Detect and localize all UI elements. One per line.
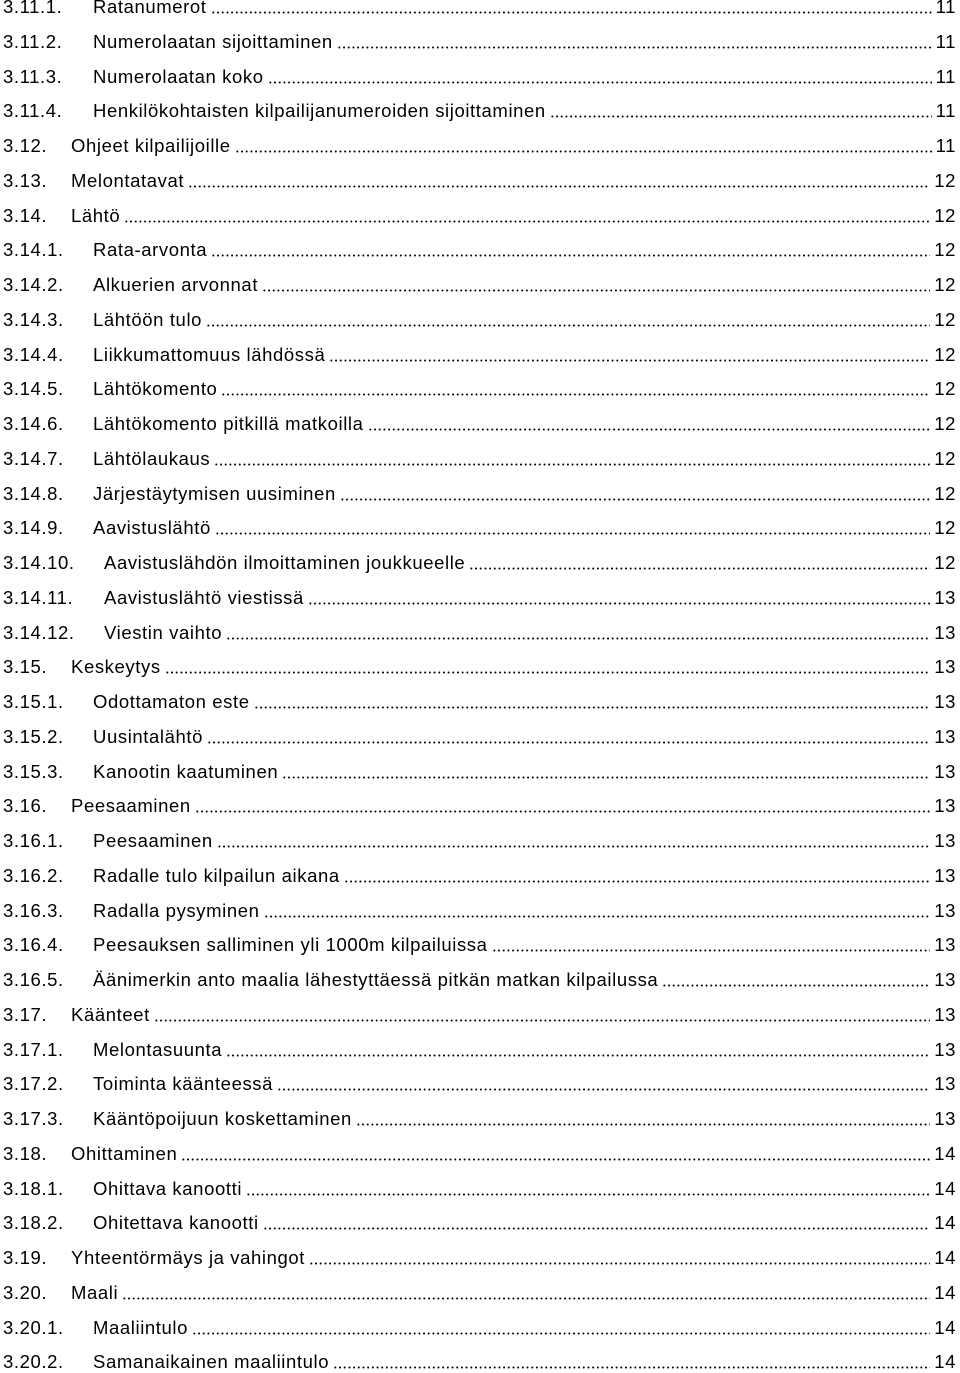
toc-entry-title[interactable]: Numerolaatan sijoittaminen — [93, 30, 333, 52]
toc-entry-title[interactable]: Aavistuslähtö — [93, 517, 211, 539]
toc-entry-title[interactable]: Henkilökohtaisten kilpailijanumeroiden sijoittaminen — [93, 100, 546, 122]
toc-entry[interactable] — [0, 237, 956, 261]
toc-entry-number: 3.16.4. — [3, 934, 64, 956]
dot-leader — [154, 1019, 930, 1022]
dot-leader — [469, 567, 930, 570]
dot-leader — [192, 1332, 930, 1335]
toc-entry-page-number[interactable]: 11 — [935, 65, 956, 87]
toc-entry-number: 3.14.6. — [3, 413, 64, 434]
toc-entry-title[interactable]: Kääntöpoijuun koskettaminen — [93, 1108, 352, 1129]
toc-entry[interactable] — [0, 1106, 956, 1130]
toc-entry[interactable] — [0, 342, 956, 366]
toc-entry-number: 3.16.5. — [3, 969, 64, 990]
toc-entry-page-number[interactable]: 12 — [934, 552, 956, 573]
toc-entry-page-number[interactable]: 11 — [935, 0, 956, 17]
toc-entry-number: 3.18.1. — [3, 1177, 64, 1199]
toc-entry-number: 3.14.1. — [3, 239, 64, 261]
toc-entry[interactable] — [0, 1037, 956, 1061]
toc-entry-title[interactable]: Keskeytys — [71, 656, 161, 678]
toc-entry[interactable] — [0, 1280, 956, 1304]
toc-entry-title[interactable]: Melontasuunta — [93, 1038, 223, 1060]
toc-entry-title[interactable]: Ohitettava kanootti — [93, 1212, 259, 1234]
toc-entry-title[interactable]: Ohittava kanootti — [93, 1177, 243, 1199]
toc-entry-number: 3.20. — [3, 1281, 48, 1303]
dot-leader — [254, 706, 931, 709]
dot-leader — [356, 1123, 930, 1126]
toc-entry-page-number[interactable]: 12 — [934, 517, 956, 539]
toc-entry-number: 3.16. — [3, 795, 48, 817]
toc-entry-number: 3.18.2. — [3, 1212, 64, 1234]
toc-entry-page-number[interactable]: 13 — [934, 1073, 956, 1095]
toc-entry-number: 3.11.3. — [3, 65, 63, 87]
toc-entry-title[interactable]: Odottamaton este — [93, 691, 250, 712]
toc-entry-title[interactable]: Numerolaatan koko — [93, 65, 264, 87]
dot-leader — [308, 602, 930, 605]
toc-entry-title[interactable]: Maaliintulo — [93, 1316, 189, 1338]
dot-leader — [215, 532, 930, 535]
toc-entry-number: 3.14.5. — [3, 378, 64, 400]
toc-entry[interactable] — [0, 1141, 956, 1165]
dot-leader — [329, 359, 930, 362]
toc-entry-number: 3.16.3. — [3, 899, 64, 921]
dot-leader — [263, 1227, 931, 1230]
toc-entry-title[interactable]: Lähtö — [71, 204, 121, 226]
toc-entry-number: 3.14.10. — [3, 552, 75, 573]
dot-leader — [165, 671, 931, 674]
toc-entry-page-number[interactable]: 14 — [934, 1212, 956, 1234]
toc-entry-page-number[interactable]: 13 — [934, 969, 956, 990]
toc-entry-title[interactable]: Järjestäytymisen uusiminen — [93, 482, 336, 504]
dot-leader — [344, 880, 930, 883]
toc-entry[interactable] — [0, 654, 956, 678]
toc-entry-page-number[interactable]: 13 — [934, 1003, 956, 1025]
toc-entry-number: 3.13. — [3, 169, 48, 191]
toc-entry-page-number[interactable]: 14 — [934, 1351, 956, 1373]
toc-entry-number: 3.14.11. — [3, 586, 74, 608]
toc-entry[interactable] — [0, 0, 956, 18]
toc-entry-title[interactable]: Aavistuslähdön ilmoittaminen joukkueelle — [104, 552, 466, 573]
toc-entry-title[interactable]: Lähtölaukaus — [93, 447, 211, 469]
dot-leader — [309, 1262, 930, 1265]
toc-entry-title[interactable]: Aavistuslähtö viestissä — [104, 586, 304, 608]
toc-entry-number: 3.11.4. — [3, 100, 63, 122]
toc-entry-title[interactable]: Ohittaminen — [71, 1142, 178, 1164]
toc-entry[interactable] — [0, 1349, 956, 1373]
toc-entry-number: 3.11.2. — [3, 30, 63, 52]
toc-entry-page-number[interactable]: 12 — [934, 378, 956, 400]
toc-entry[interactable] — [0, 1176, 956, 1200]
toc-entry-title[interactable]: Alkuerien arvonnat — [93, 274, 259, 295]
toc-entry-title[interactable]: Yhteentörmäys ja vahingot — [71, 1247, 306, 1268]
dot-leader — [550, 115, 932, 118]
toc-entry-title[interactable]: Liikkumattomuus lähdössä — [93, 343, 326, 365]
toc-entry-number: 3.14.4. — [3, 343, 64, 365]
toc-entry-title[interactable]: Lähtökomento pitkillä matkoilla — [93, 413, 364, 434]
toc-entry[interactable] — [0, 376, 956, 400]
toc-entry-number: 3.12. — [3, 135, 48, 156]
toc-entry-title[interactable]: Peesauksen salliminen yli 1000m kilpailuissa — [93, 934, 488, 956]
toc-entry-number: 3.15. — [3, 656, 48, 678]
dot-leader — [333, 1366, 930, 1369]
dot-leader — [124, 220, 930, 223]
toc-entry[interactable] — [0, 689, 956, 713]
dot-leader — [492, 949, 931, 952]
toc-entry-page-number[interactable]: 13 — [934, 864, 956, 886]
toc-entry-page-number[interactable]: 14 — [934, 1281, 956, 1303]
toc-entry-page-number[interactable]: 14 — [934, 1142, 956, 1164]
toc-entry-page-number[interactable]: 11 — [935, 100, 956, 122]
toc-entry[interactable] — [0, 759, 956, 783]
toc-entry-title[interactable]: Viestin vaihto — [104, 621, 223, 643]
toc-entry-page-number[interactable]: 12 — [934, 482, 956, 504]
toc-entry-number: 3.17. — [3, 1003, 48, 1025]
dot-leader — [277, 1088, 930, 1091]
toc-entry[interactable] — [0, 863, 956, 887]
toc-entry-page-number[interactable]: 12 — [934, 204, 956, 226]
dot-leader — [226, 1054, 930, 1057]
toc-entry-number: 3.17.3. — [3, 1108, 64, 1129]
dot-leader — [188, 185, 930, 188]
toc-entry-number: 3.15.3. — [3, 760, 64, 782]
toc-entry-number: 3.14.12. — [3, 621, 75, 643]
dot-leader — [262, 289, 930, 292]
toc-entry[interactable] — [0, 1245, 956, 1269]
toc-entry[interactable] — [0, 1210, 956, 1234]
toc-entry-page-number[interactable]: 13 — [934, 691, 956, 712]
toc-entry-page-number[interactable]: 13 — [934, 621, 956, 643]
toc-entry-page-number[interactable]: 11 — [935, 30, 956, 52]
toc-entry[interactable] — [0, 307, 956, 331]
toc-entry[interactable] — [0, 1071, 956, 1095]
toc-entry[interactable] — [0, 133, 956, 157]
toc-entry-number: 3.14.3. — [3, 308, 64, 330]
dot-leader — [235, 150, 932, 153]
toc-entry[interactable] — [0, 98, 956, 122]
toc-entry-page-number[interactable]: 12 — [934, 308, 956, 330]
toc-entry-title[interactable]: Ratanumerot — [93, 0, 209, 18]
toc-entry-title[interactable]: Kanootin kaatuminen — [93, 760, 279, 782]
toc-entry-number: 3.20.2. — [3, 1351, 64, 1373]
dot-leader — [211, 11, 932, 14]
toc-entry-page-number[interactable]: 12 — [934, 447, 956, 469]
toc-entry-number: 3.16.2. — [3, 864, 64, 886]
toc-entry-number: 3.14.8. — [3, 482, 64, 504]
toc-entry-title[interactable]: Radalla pysyminen — [93, 899, 260, 921]
dot-leader — [214, 463, 930, 466]
toc-entry-page-number[interactable]: 14 — [934, 1316, 956, 1338]
dot-leader — [195, 810, 930, 813]
dot-leader — [211, 254, 930, 257]
toc-entry-page-number[interactable]: 13 — [934, 656, 956, 678]
toc-entry-title[interactable]: Peesaaminen — [93, 830, 213, 851]
toc-entry-page-number[interactable]: 13 — [934, 760, 956, 782]
toc-entry-number: 3.11.1. — [3, 0, 63, 17]
toc-entry[interactable] — [0, 793, 956, 817]
toc-entry-page-number[interactable]: 13 — [934, 899, 956, 921]
toc-entry-title[interactable]: Samanaikainen maaliintulo — [93, 1351, 330, 1373]
dot-leader — [368, 428, 931, 431]
toc-entry[interactable] — [0, 515, 956, 539]
dot-leader — [221, 393, 930, 396]
toc-entry-page-number[interactable]: 11 — [935, 135, 956, 156]
toc-entry-page-number[interactable]: 12 — [934, 343, 956, 365]
toc-entry[interactable] — [0, 1315, 956, 1339]
dot-leader — [246, 1193, 930, 1196]
dot-leader — [264, 915, 931, 918]
toc-entry-number: 3.14.7. — [3, 447, 64, 469]
dot-leader — [226, 637, 930, 640]
toc-entry-title[interactable]: Lähtökomento — [93, 378, 218, 400]
toc-entry[interactable] — [0, 1002, 956, 1026]
toc-entry-page-number[interactable]: 13 — [934, 1108, 956, 1129]
toc-entry-title[interactable]: Maali — [71, 1281, 119, 1303]
toc-entry-number: 3.19. — [3, 1247, 48, 1268]
toc-entry[interactable] — [0, 828, 956, 852]
toc-entry-number: 3.20.1. — [3, 1316, 64, 1338]
toc-entry[interactable] — [0, 272, 956, 296]
toc-entry-page-number[interactable]: 13 — [934, 1038, 956, 1060]
toc-entry-page-number[interactable]: 12 — [934, 274, 956, 295]
toc-entry-number: 3.14.2. — [3, 274, 64, 295]
toc-entry[interactable] — [0, 29, 956, 53]
toc-entry-number: 3.18. — [3, 1142, 48, 1164]
toc-entry[interactable] — [0, 585, 956, 609]
toc-entry-title[interactable]: Toiminta käänteessä — [93, 1073, 274, 1095]
dot-leader — [122, 1297, 930, 1300]
toc-entry-number: 3.14. — [3, 204, 48, 226]
toc-entry[interactable] — [0, 967, 956, 991]
toc-entry[interactable] — [0, 64, 956, 88]
toc-entry-page-number[interactable]: 13 — [934, 586, 956, 608]
toc-entry-title[interactable]: Äänimerkin anto maalia lähestyttäessä pitkän matkan kilpailussa — [93, 969, 659, 990]
toc-entry-title[interactable]: Käänteet — [71, 1003, 150, 1025]
toc-entry[interactable] — [0, 932, 956, 956]
toc-entry[interactable] — [0, 620, 956, 644]
toc-entry-page-number[interactable]: 12 — [934, 413, 956, 434]
toc-entry-page-number[interactable]: 13 — [934, 934, 956, 956]
toc-entry[interactable] — [0, 550, 956, 574]
toc-entry-number: 3.14.9. — [3, 517, 64, 539]
toc-entry[interactable] — [0, 203, 956, 227]
toc-entry-page-number[interactable]: 12 — [934, 239, 956, 261]
toc-entry-page-number[interactable]: 13 — [934, 795, 956, 817]
dot-leader — [217, 845, 930, 848]
toc-entry-page-number[interactable]: 13 — [934, 725, 956, 747]
toc-entry-title[interactable]: Ohjeet kilpailijoille — [71, 135, 231, 156]
toc-entry-title[interactable]: Rata-arvonta — [93, 239, 208, 261]
toc-entry-page-number[interactable]: 14 — [934, 1177, 956, 1199]
dot-leader — [340, 498, 930, 501]
dot-leader — [282, 776, 930, 779]
toc-entry-title[interactable]: Uusintalähtö — [93, 725, 204, 747]
toc-entry-title[interactable]: Lähtöön tulo — [93, 308, 203, 330]
dot-leader — [206, 324, 930, 327]
toc-entry-title[interactable]: Radalle tulo kilpailun aikana — [93, 864, 340, 886]
toc-entry-number: 3.15.2. — [3, 725, 64, 747]
toc-entry-title[interactable]: Melontatavat — [71, 169, 185, 191]
toc-entry[interactable] — [0, 168, 956, 192]
toc-entry[interactable] — [0, 411, 956, 435]
toc-entry-number: 3.17.2. — [3, 1073, 64, 1095]
toc-entry-number: 3.17.1. — [3, 1038, 64, 1060]
dot-leader — [207, 741, 930, 744]
toc-entry-page-number[interactable]: 12 — [934, 169, 956, 191]
toc-entry-page-number[interactable]: 13 — [934, 830, 956, 851]
toc-entry[interactable] — [0, 724, 956, 748]
toc-entry-number: 3.16.1. — [3, 830, 64, 851]
dot-leader — [662, 984, 930, 987]
toc-entry-page-number[interactable]: 14 — [934, 1247, 956, 1268]
dot-leader — [181, 1158, 930, 1161]
toc-entry[interactable] — [0, 481, 956, 505]
toc-entry[interactable] — [0, 898, 956, 922]
toc-entry-title[interactable]: Peesaaminen — [71, 795, 191, 817]
dot-leader — [268, 81, 932, 84]
toc-entry-number: 3.15.1. — [3, 691, 64, 712]
toc-entry[interactable] — [0, 446, 956, 470]
dot-leader — [337, 46, 932, 49]
